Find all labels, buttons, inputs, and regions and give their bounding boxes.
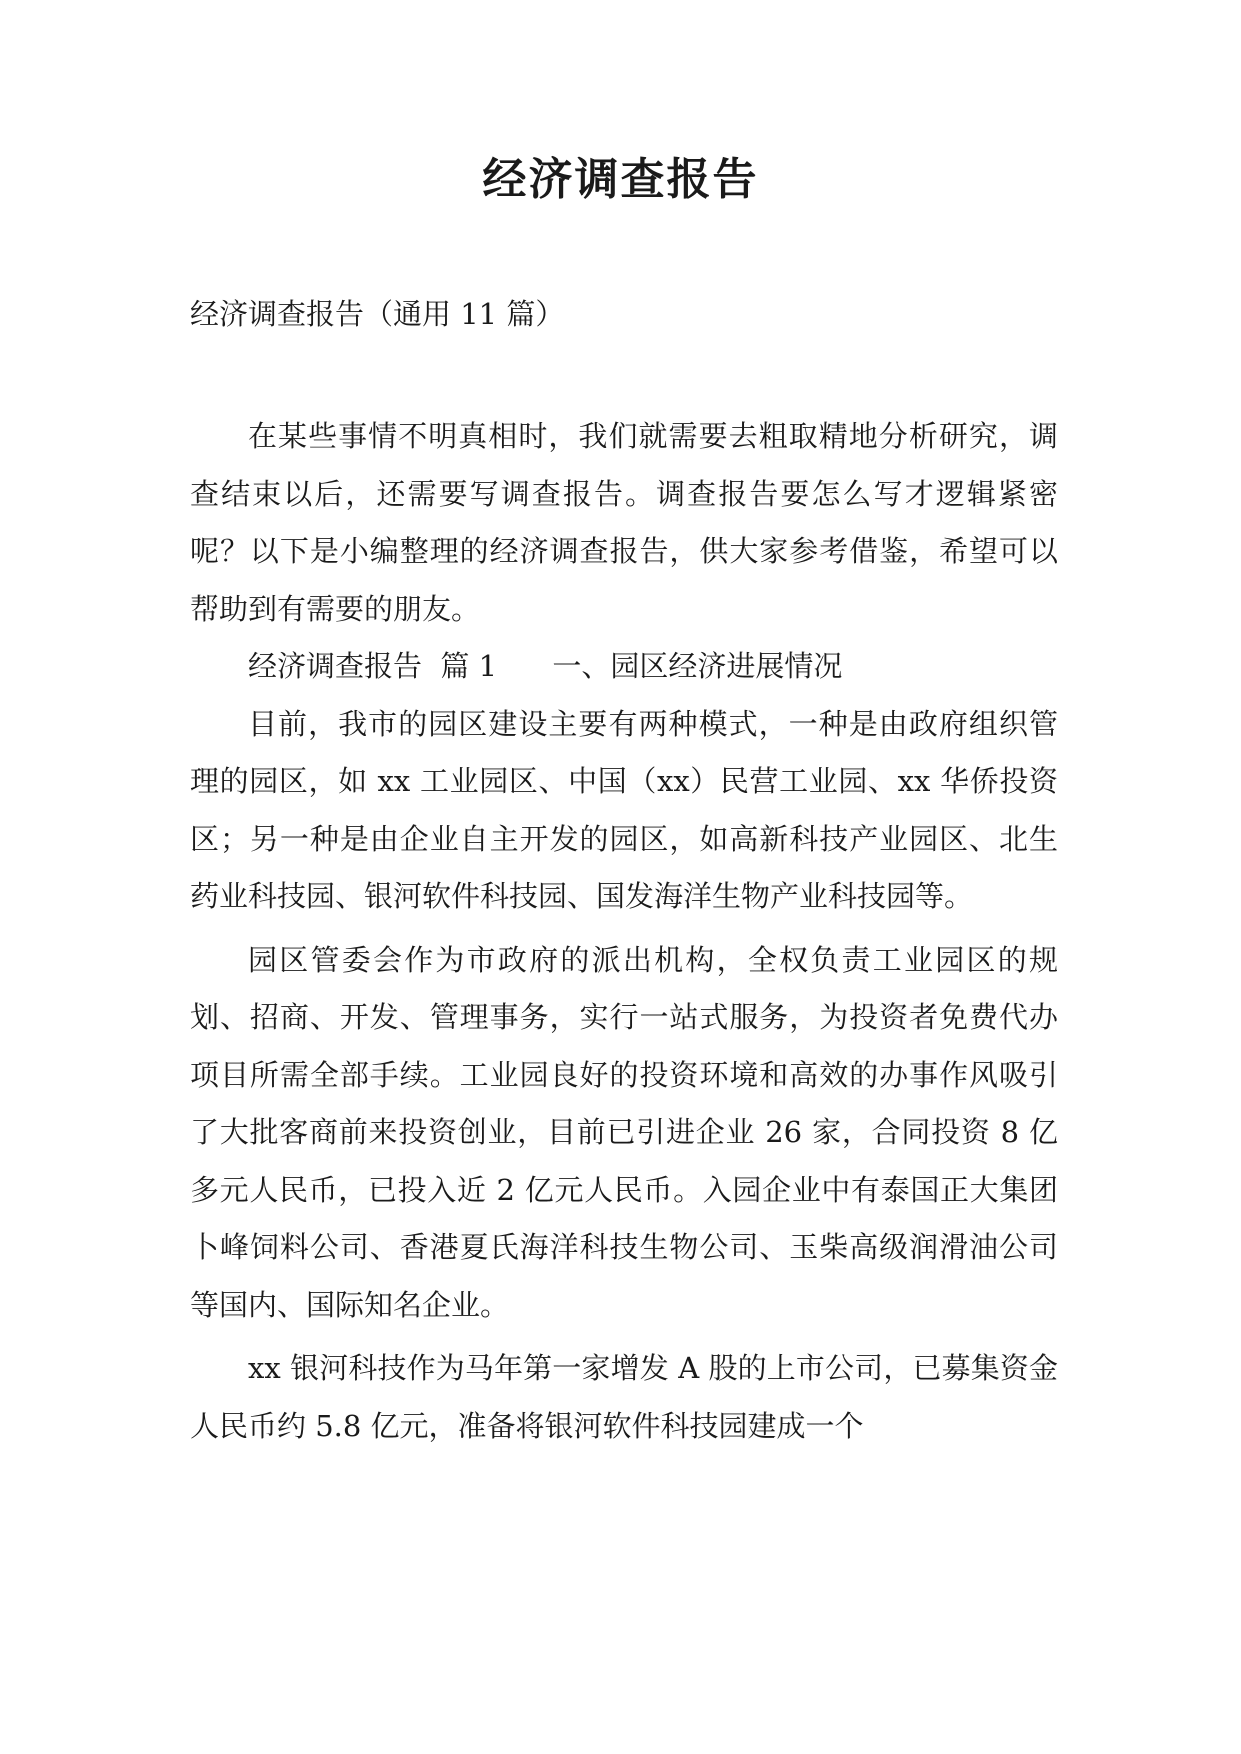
- section-heading: 经济调查报告 篇 1 一、园区经济进展情况: [248, 649, 843, 683]
- document-subtitle: 经济调查报告（通用 11 篇）: [190, 297, 565, 331]
- body-paragraph: 园区管委会作为市政府的派出机构，全权负责工业园区的规划、招商、开发、管理事务，实行一站式服务，为投资者免费代办项目所需全部手续。工业园良好的投资环境和高效的办事作风吸引了大批客商前来投资创业，目前已引进企业 26 家，合同投资 8 亿多元人民币，已投入近 2 亿元人民币。入园企业中有泰国正大集团卜峰饲料公司、香港夏氏海洋科技生物公司、玉柴高级润滑油公司等国内、国际知名企业。: [190, 942, 1058, 1322]
- body-paragraph: xx 银河科技作为马年第一家增发 A 股的上市公司，已募集资金人民币约 5.8 亿元，准备将银河软件科技园建成一个: [190, 1351, 1058, 1443]
- document-title: 经济调查报告: [482, 154, 759, 205]
- intro-paragraph: 在某些事情不明真相时，我们就需要去粗取精地分析研究，调查结束以后，还需要写调查报告。调查报告要怎么写才逻辑紧密呢？以下是小编整理的经济调查报告，供大家参考借鉴，希望可以帮助到有需要的朋友。: [190, 419, 1058, 626]
- document-body: [190, 408, 1058, 1455]
- body-paragraph: 目前，我市的园区建设主要有两种模式，一种是由政府组织管理的园区，如 xx 工业园区、中国（xx）民营工业园、xx 华侨投资区；另一种是由企业自主开发的园区，如高新科技产业园区、北生药业科技园、银河软件科技园、国发海洋生物产业科技园等。: [190, 706, 1058, 913]
